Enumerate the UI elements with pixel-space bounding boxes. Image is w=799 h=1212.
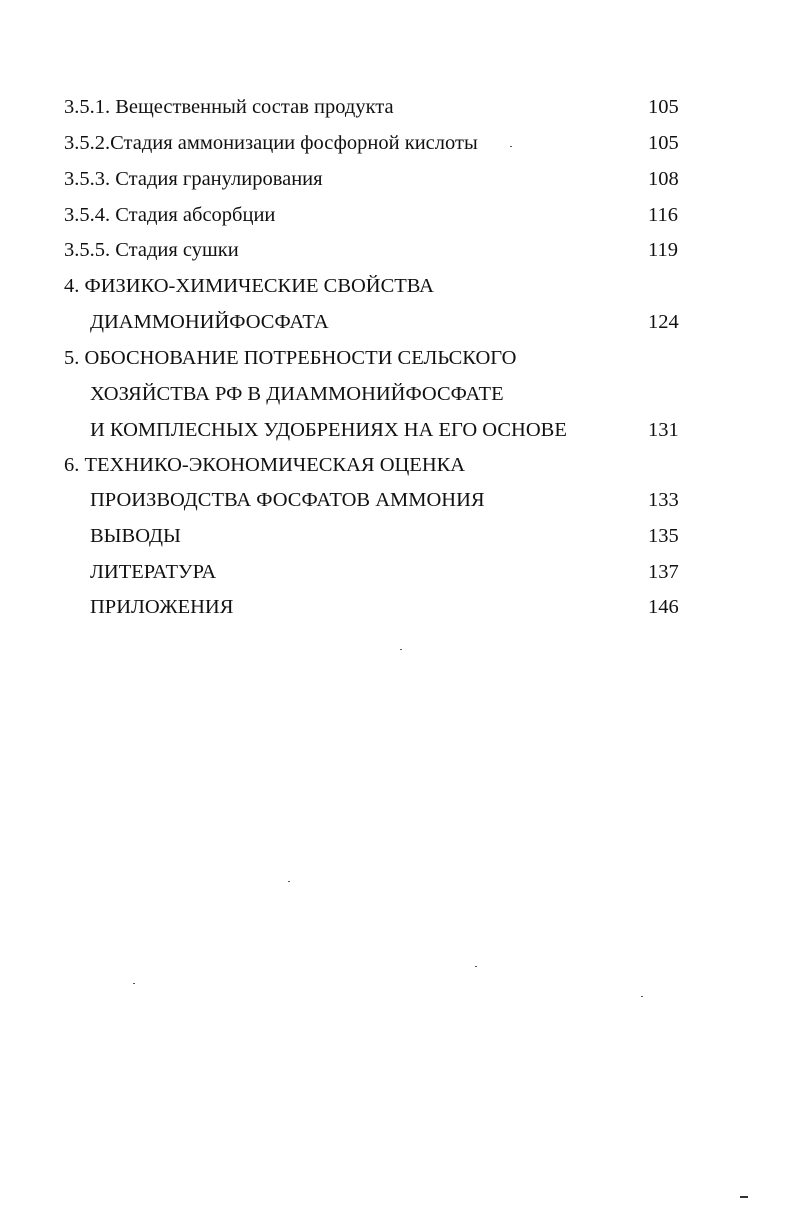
toc-chapter-heading: 5. ОБОСНОВАНИЕ ПОТРЕБНОСТИ СЕЛЬСКОГО [64,347,517,369]
toc-entry-page: 119 [648,239,678,261]
scan-mark [740,1196,748,1198]
toc-entry-text: 3.5.5. Стадия сушки [64,239,239,261]
toc-entry-text: ДИАММОНИЙФОСФАТА [90,311,329,333]
toc-entry-text: 3.5.4. Стадия абсорбции [64,204,276,226]
toc-entry-text: ПРИЛОЖЕНИЯ [90,596,234,618]
toc-entry-page: 135 [648,525,679,547]
toc-entry-text: ХОЗЯЙСТВА РФ В ДИАММОНИЙФОСФАТЕ [90,383,504,405]
toc-entry-page: 108 [648,168,679,190]
toc-entry-text: ПРОИЗВОДСТВА ФОСФАТОВ АММОНИЯ [90,489,485,511]
toc-entry-text: 3.5.2.Стадия аммонизации фосфорной кислоты [64,132,478,154]
toc-entry-text: ЛИТЕРАТУРА [90,561,217,583]
toc-entry-text: 3.5.3. Стадия гранулирования [64,168,323,190]
scan-speck [400,649,402,650]
toc-entry-text: И КОМПЛЕСНЫХ УДОБРЕНИЯХ НА ЕГО ОСНОВЕ [90,419,567,441]
toc-entry-text: 3.5.1. Вещественный состав продукта [64,96,394,118]
toc-entry-page: 124 [648,311,679,333]
toc-entry-page: 137 [648,561,679,583]
toc-entry-page: 105 [648,132,679,154]
toc-entry-page: 116 [648,204,678,226]
toc-chapter-heading: 6. ТЕХНИКО-ЭКОНОМИЧЕСКАЯ ОЦЕНКА [64,454,466,476]
scan-speck [641,996,643,997]
scan-speck [288,881,290,882]
scan-speck [510,146,512,147]
toc-entry-page: 133 [648,489,679,511]
toc-entry-page: 131 [648,419,679,441]
toc-entry-page: 105 [648,96,679,118]
scan-speck [133,983,135,984]
toc-chapter-heading: 4. ФИЗИКО-ХИМИЧЕСКИЕ СВОЙСТВА [64,275,434,297]
toc-entry-page: 146 [648,596,679,618]
scan-speck [475,966,477,967]
toc-entry-text: ВЫВОДЫ [90,525,181,547]
